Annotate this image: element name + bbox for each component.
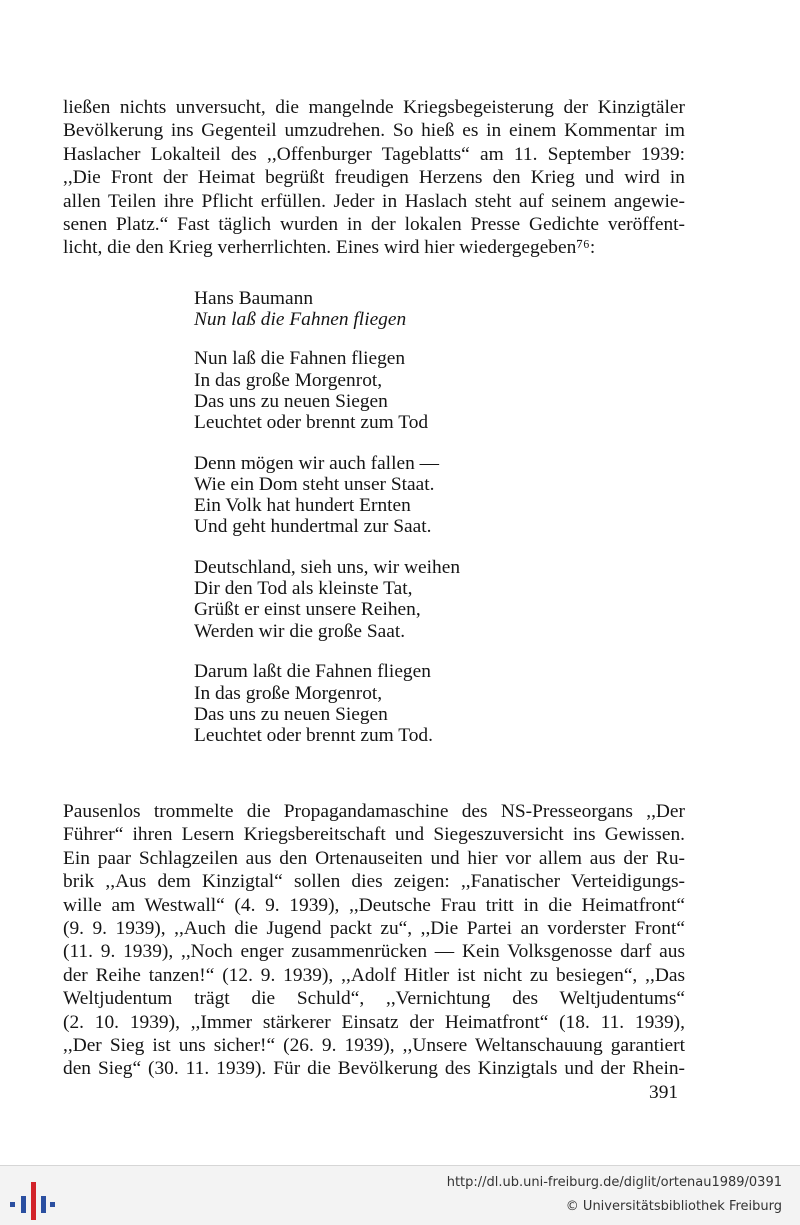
text-line: allen Teilen ihre Pflicht erfüllen. Jeder in Haslach steht auf seinem angewie- <box>63 190 685 212</box>
text-line: (9. 9. 1939), ,,Auch die Jugend packt zu“, ,,Die Partei an vorderster Front“ <box>63 918 685 940</box>
text-line: Weltjudentum trägt die Schuld“, ,,Vernichtung des Weltjudentums“ <box>63 988 685 1010</box>
poem-stanza <box>194 348 460 433</box>
page-number: 391 <box>649 1082 679 1103</box>
copyright-notice: © Universitätsbibliothek Freiburg <box>565 1199 782 1214</box>
poem-line: Leuchtet oder brennt zum Tod. <box>194 724 433 746</box>
text-line: licht, die den Krieg verherrlichten. Eines wird hier wiedergegeben⁷⁶: <box>63 237 596 259</box>
text-line: den Sieg“ (30. 11. 1939). Für die Bevölkerung des Kinzigtals und der Rhein- <box>63 1058 685 1080</box>
text-line: Ein paar Schlagzeilen aus den Ortenauseiten und hier vor allem aus der Ru- <box>63 847 685 869</box>
text-line: wille am Westwall“ (4. 9. 1939), ,,Deutsche Frau tritt in die Heimatfront“ <box>63 894 685 916</box>
poem-title: Nun laß die Fahnen fliegen <box>194 309 407 331</box>
poem-stanza <box>194 661 460 746</box>
text-line: Bevölkerung ins Gegenteil umzudrehen. So hieß es in einem Kommentar im <box>63 120 685 142</box>
text-line: ,,Der Sieg ist uns sicher!“ (26. 9. 1939), ,,Unsere Weltanschauung garantiert <box>63 1035 685 1057</box>
paragraph-headlines <box>63 800 685 1081</box>
text-line: Pausenlos trommelte die Propagandamaschine des NS-Presseorgans ,,Der <box>63 801 685 822</box>
poem-stanza <box>194 453 460 538</box>
poem-line: Dir den Tod als kleinste Tat, <box>194 578 413 600</box>
text-line: (2. 10. 1939), ,,Immer stärkerer Einsatz der Heimatfront“ (18. 11. 1939), <box>63 1011 685 1033</box>
poem-line: Das uns zu neuen Siegen <box>194 703 388 725</box>
text-line: Haslacher Lokalteil des ,,Offenburger Tageblatts“ am 11. September 1939: <box>63 143 685 165</box>
text-line: senen Platz.“ Fast täglich wurden in der lokalen Presse Gedichte veröffent- <box>63 214 685 236</box>
poem-line: Grüßt er einst unsere Reihen, <box>194 599 421 621</box>
text-line: ließen nichts unversucht, die mangelnde Kriegsbegeisterung der Kinzigtäler <box>63 97 685 118</box>
poem-line: Wie ein Dom steht unser Staat. <box>194 473 435 495</box>
poem-line: Und geht hundertmal zur Saat. <box>194 516 432 538</box>
text-line: der Reihe tanzen!“ (12. 9. 1939), ,,Adolf Hitler ist nicht zu besiegen“, ,,Das <box>63 964 685 986</box>
poem-line: Denn mögen wir auch fallen — <box>194 452 439 474</box>
poem-line: Deutschland, sieh uns, wir weihen <box>194 557 461 579</box>
poem-author: Hans Baumann <box>194 288 314 309</box>
poem-line: Darum laßt die Fahnen fliegen <box>194 661 431 683</box>
ub-freiburg-logo-icon <box>8 1178 56 1222</box>
text-line: Führer“ ihren Lesern Kriegsbereitschaft und Siegeszuversicht ins Gewissen. <box>63 824 685 846</box>
poem-line: Das uns zu neuen Siegen <box>194 390 388 412</box>
poem <box>194 288 460 766</box>
paragraph-intro <box>63 96 685 260</box>
text-line: ,,Die Front der Heimat begrüßt freudigen Herzens den Krieg und wird in <box>63 167 685 189</box>
text-line: brik ,,Aus dem Kinzigtal“ sollen dies zeigen: ,,Fanatischer Verteidigungs- <box>63 871 685 893</box>
poem-line: Werden wir die große Saat. <box>194 620 406 642</box>
poem-line: In das große Morgenrot, <box>194 369 383 391</box>
poem-line: In das große Morgenrot, <box>194 682 383 704</box>
text-line: (11. 9. 1939), ,,Noch enger zusammenrücken — Kein Volksgenosse darf aus <box>63 941 685 963</box>
poem-line: Ein Volk hat hundert Ernten <box>194 495 411 517</box>
poem-line: Leuchtet oder brennt zum Tod <box>194 412 429 434</box>
footer-bar <box>0 1165 800 1225</box>
source-url[interactable]: http://dl.ub.uni-freiburg.de/diglit/ortenau1989/0391 <box>446 1175 782 1190</box>
poem-stanza <box>194 557 460 642</box>
poem-line: Nun laß die Fahnen fliegen <box>194 348 406 370</box>
